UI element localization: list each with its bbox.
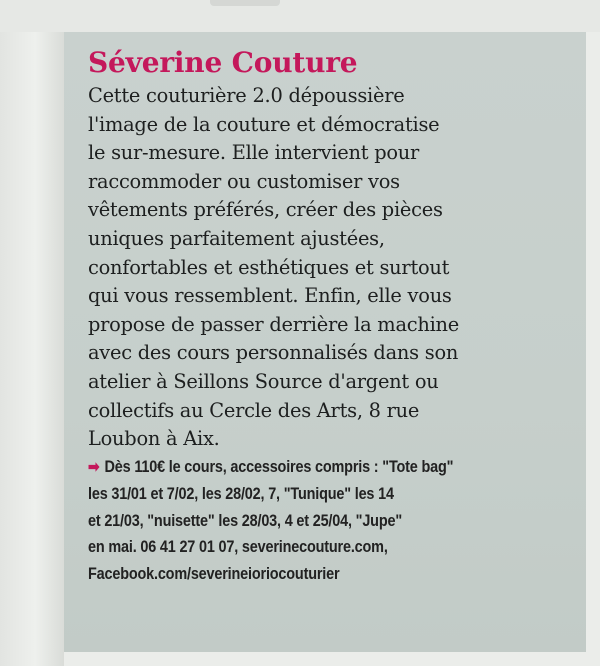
article-body <box>88 82 574 454</box>
body-line: collectifs au Cercle des Arts, 8 rue <box>88 398 420 422</box>
info-line: Facebook.com/severineioriocouturier <box>88 563 340 583</box>
body-line: uniques parfaitement ajustées, <box>88 226 385 250</box>
info-line-text: Dès 110€ le cours, accessoires compris : "Tote bag" <box>104 456 454 476</box>
top-artifact <box>210 0 280 6</box>
body-line: Loubon à Aix. <box>88 427 220 451</box>
body-line: atelier à Seillons Source d'argent ou <box>88 369 439 393</box>
body-line: propose de passer derrière la machine <box>88 312 460 336</box>
body-line: l'image de la couture et démocratise <box>88 112 440 136</box>
body-line: le sur-mesure. Elle intervient pour <box>88 141 420 165</box>
article-box <box>64 32 586 652</box>
info-line: en mai. 06 41 27 01 07, severinecouture.com, <box>88 537 388 557</box>
body-line: raccommoder ou customiser vos <box>88 169 400 193</box>
page-edge <box>0 0 64 666</box>
info-line: et 21/03, "nuisette" les 28/03, 4 et 25/04, "Jupe" <box>88 510 402 530</box>
info-line: les 31/01 et 7/02, les 28/02, 7, "Tunique" les 14 <box>88 484 394 504</box>
top-strip <box>0 0 600 32</box>
body-line: qui vous ressemblent. Enfin, elle vous <box>88 284 452 308</box>
practical-info <box>88 454 600 588</box>
body-line: avec des cours personnalisés dans son <box>88 341 459 365</box>
body-line: vêtements préférés, créer des pièces <box>88 198 443 222</box>
article-title: Séverine Couture <box>88 46 358 79</box>
arrow-right-icon: ➡ <box>88 458 100 476</box>
body-line: Cette couturière 2.0 dépoussière <box>88 84 405 107</box>
info-line <box>88 454 600 482</box>
body-line: confortables et esthétiques et surtout <box>88 255 450 279</box>
